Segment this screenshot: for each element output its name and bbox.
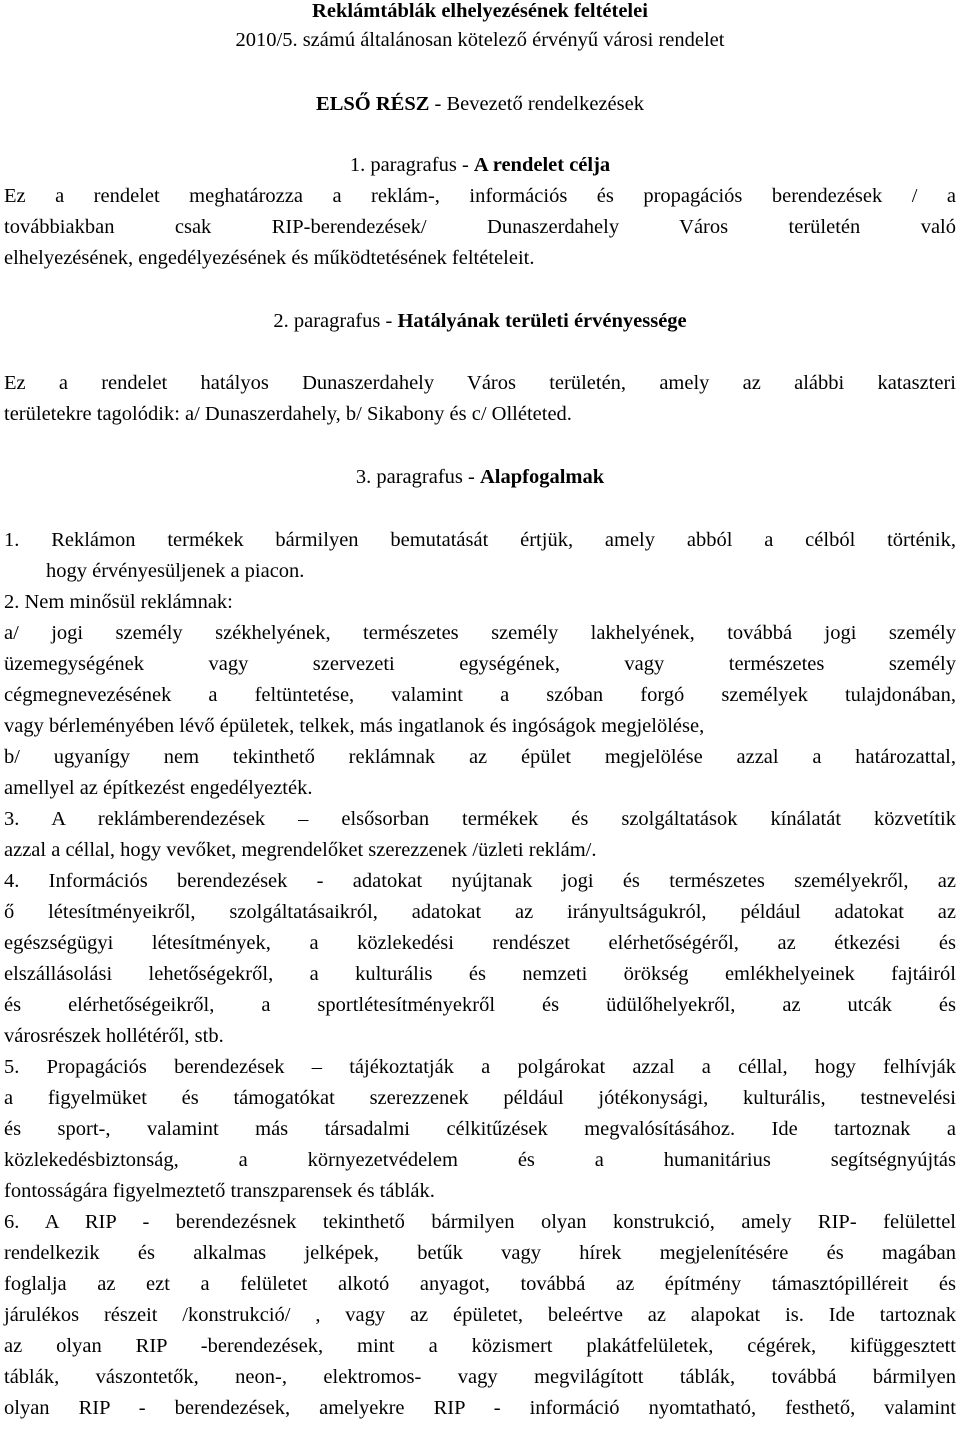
section-3-line: és sport-, valamint más társadalmi célkitűzések megvalósításához. Ide tartoznak a bbox=[4, 1118, 956, 1140]
document-subtitle: 2010/5. számú általánosan kötelező érvényű városi rendelet bbox=[235, 29, 725, 51]
section-2-line: Ez a rendelet hatályos Dunaszerdahely Város területén, amely az alábbi kataszteri bbox=[4, 372, 956, 394]
section-3-line: amellyel az építkezést engedélyezték. bbox=[4, 777, 313, 799]
section-3-line: fontosságára figyelmeztető transzparensek és táblák. bbox=[4, 1180, 435, 1202]
section-3-line: cégmegnevezésének a feltüntetése, valamint a szóban forgó személyek tulajdonában, bbox=[4, 684, 956, 706]
section-3-title: Alapfogalmak bbox=[479, 466, 605, 488]
section-3-line: azzal a céllal, hogy vevőket, megrendelőket szerezzenek /üzleti reklám/. bbox=[4, 839, 597, 861]
section-3-line: elszállásolási lehetőségekről, a kulturális és nemzeti örökség emlékhelyeinek fajtáiról bbox=[4, 963, 956, 985]
section-3-line: a/ jogi személy székhelyének, természetes személy lakhelyének, továbbá jogi személy bbox=[4, 622, 956, 644]
section-3-line: rendelkezik és alkalmas jelképek, betűk vagy hírek megjelenítésére és magában bbox=[4, 1242, 956, 1264]
section-2-number: 2. paragrafus - bbox=[273, 310, 398, 332]
section-3-line: 2. Nem minősül reklámnak: bbox=[4, 591, 233, 613]
section-1-line: elhelyezésének, engedélyezésének és működtetésének feltételeit. bbox=[4, 247, 535, 269]
section-3-line: olyan RIP - berendezések, amelyekre RIP - információ nyomtatható, festhető, valamint bbox=[4, 1397, 956, 1419]
section-3-line: 6. A RIP - berendezésnek tekinthető bármilyen olyan konstrukció, amely RIP- felülettel bbox=[4, 1211, 956, 1233]
section-1-line: Ez a rendelet meghatározza a reklám-, információs és propagációs berendezések / a bbox=[4, 185, 956, 207]
section-3-line: a figyelmüket és támogatókat szerezzenek például jótékonysági, kulturális, testnevelési bbox=[4, 1087, 956, 1109]
section-3-number: 3. paragrafus - bbox=[355, 466, 480, 488]
section-3-line: egészségügyi létesítmények, a közlekedési rendészet elérhetőségéről, az étkezési és bbox=[4, 932, 956, 954]
section-3-line: foglalja az ezt a felületet alkotó anyagot, továbbá az építmény támasztópilléreit és bbox=[4, 1273, 956, 1295]
part-heading bbox=[4, 89, 956, 120]
section-3-line: 3. A reklámberendezések – elsősorban termékek és szolgáltatások kínálatát közvetítik bbox=[4, 808, 956, 830]
section-1-heading bbox=[4, 150, 956, 181]
section-3-line: 1. Reklámon termékek bármilyen bemutatását értjük, amely abból a célból történik, bbox=[4, 529, 956, 551]
section-3-heading bbox=[4, 462, 956, 493]
section-3-line: üzemegységének vagy szervezeti egységének, vagy természetes személy bbox=[4, 653, 956, 675]
section-3-line: közlekedésbiztonság, a környezetvédelem és a humanitárius segítségnyújtás bbox=[4, 1149, 956, 1171]
document-title: Reklámtáblák elhelyezésének feltételei bbox=[312, 0, 648, 22]
section-1-line: továbbiakban csak RIP-berendezések/ Dunaszerdahely Város területén való bbox=[4, 216, 956, 238]
section-3-line: 5. Propagációs berendezések – tájékoztatják a polgárokat azzal a céllal, hogy felhívják bbox=[4, 1056, 956, 1078]
part-heading-rest: - Bevezető rendelkezések bbox=[429, 93, 644, 115]
section-3-line: és elérhetőségeikről, a sportlétesítményekről és üdülőhelyekről, az utcák és bbox=[4, 994, 956, 1016]
section-1-title: A rendelet célja bbox=[473, 154, 611, 176]
section-3-line: ő létesítményeikről, szolgáltatásaikról, adatokat az irányultságukról, például adatokat az bbox=[4, 901, 956, 923]
section-3-line: táblák, vászontetők, neon-, elektromos- vagy megvilágított táblák, továbbá bármilyen bbox=[4, 1366, 956, 1388]
section-2-title: Hatályának területi érvényessége bbox=[397, 310, 687, 332]
section-1-number: 1. paragrafus - bbox=[349, 154, 474, 176]
section-3-line: 4. Információs berendezések - adatokat nyújtanak jogi és természetes személyekről, az bbox=[4, 870, 956, 892]
section-3-line: vagy bérleményében lévő épületek, telkek, más ingatlanok és ingóságok megjelölése, bbox=[4, 715, 705, 737]
part-heading-bold: ELSŐ RÉSZ bbox=[316, 93, 430, 115]
section-2-heading bbox=[4, 306, 956, 337]
section-3-line: járulékos részeit /konstrukció/ , vagy az épületet, beleértve az alapokat is. Ide tartoznak bbox=[4, 1304, 956, 1326]
section-3-line: városrészek hollétéről, stb. bbox=[4, 1025, 224, 1047]
section-3-line: hogy érvényesüljenek a piacon. bbox=[46, 560, 305, 582]
section-2-line: területekre tagolódik: a/ Dunaszerdahely, b/ Sikabony és c/ Olléteted. bbox=[4, 403, 572, 425]
section-3-line: b/ ugyanígy nem tekinthető reklámnak az épület megjelölése azzal a határozattal, bbox=[4, 746, 956, 768]
section-3-line: az olyan RIP -berendezések, mint a közismert plakátfelületek, cégérek, kifüggesztett bbox=[4, 1335, 956, 1357]
